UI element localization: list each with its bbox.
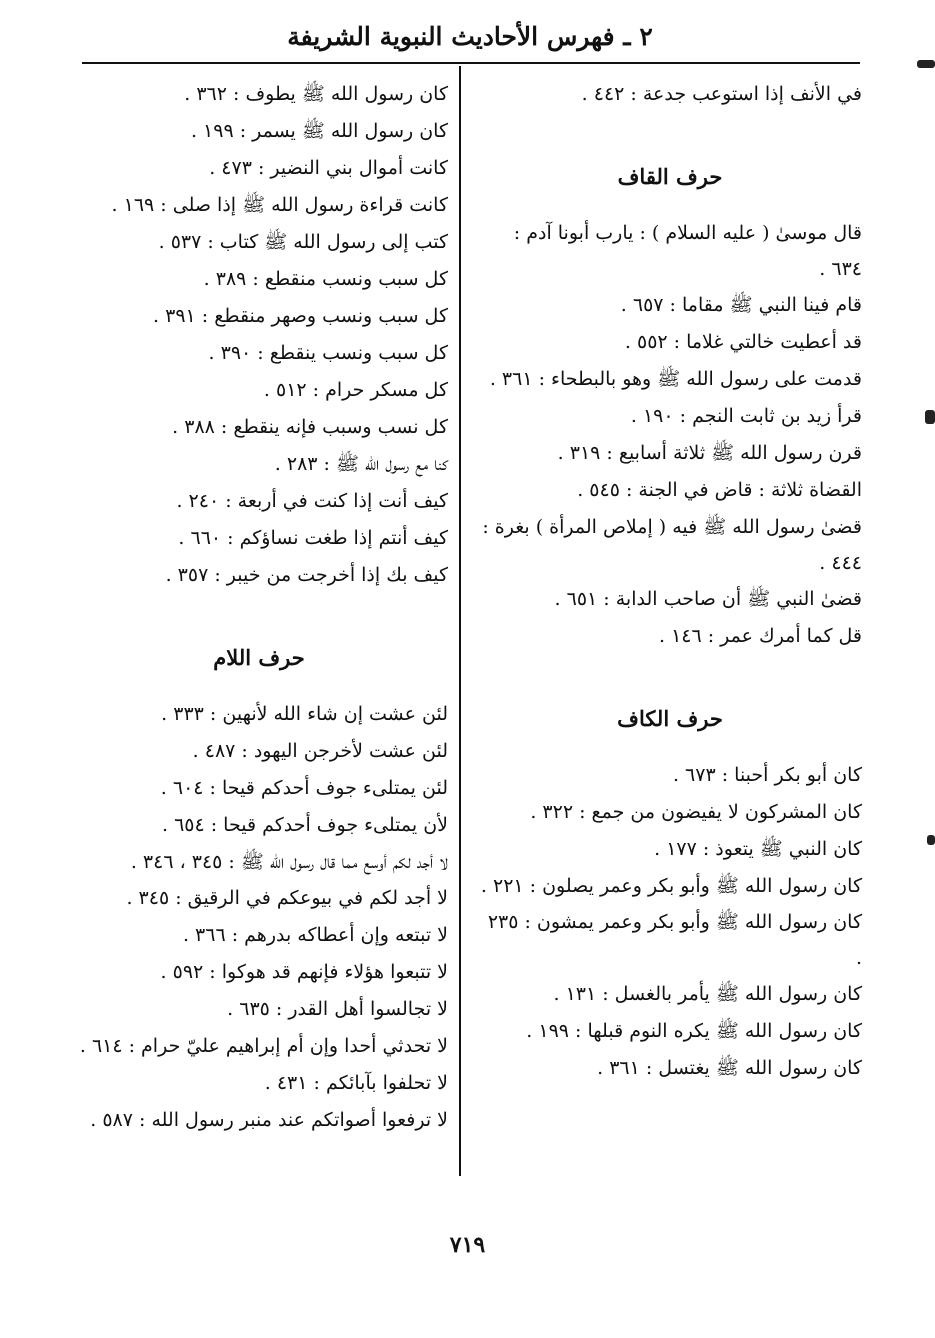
index-entry: قدمت على رسول الله ﷺ وهو بالبطحاء : ٣٦١ . <box>489 368 862 390</box>
index-entry: كل سبب ونسب ينقطع : ٣٩٠ . <box>208 342 448 364</box>
index-entry: لا أجد لكم في بيوعكم في الرقيق : ٣٤٥ . <box>126 887 448 909</box>
index-entry: كان رسول الله ﷺ يسمر : ١٩٩ . <box>190 120 448 142</box>
column-divider <box>459 66 461 1176</box>
index-entry: لا ترفعوا أصواتكم عند منبر رسول الله : ٥٨٧ . <box>90 1109 448 1131</box>
index-entry: كان رسول الله ﷺ يكره النوم قبلها : ١٩٩ . <box>526 1020 862 1042</box>
header-rule <box>82 62 860 64</box>
section-title-qaf: حرف القاف <box>617 164 723 189</box>
index-entry: في الأنف إذا استوعب جدعة : ٤٤٢ . <box>581 83 862 105</box>
index-entry: لئن عشت إن شاء الله لأنهين : ٣٣٣ . <box>161 703 448 725</box>
left-column <box>70 76 448 1139</box>
index-entry: لا أجد لكم أوسع مما قال رسول الله ﷺ : ٣٤٥ ، ٣٤٦ . <box>130 851 448 873</box>
index-entry: كان النبي ﷺ يتعوذ : ١٧٧ . <box>654 838 862 860</box>
index-entry: كانت قراءة رسول الله ﷺ إذا صلى : ١٦٩ . <box>111 194 448 216</box>
index-entry: لا تجالسوا أهل القدر : ٦٣٥ . <box>227 998 448 1020</box>
index-entry: لئن عشت لأخرجن اليهود : ٤٨٧ . <box>192 740 448 762</box>
index-entry: لا تحدثي أحدا وإن أم إبراهيم عليّ حرام : ٦١٤ . <box>79 1035 448 1057</box>
scan-mark <box>927 835 935 845</box>
index-entry: كيف بك إذا أخرجت من خيبر : ٣٥٧ . <box>165 564 448 586</box>
index-entry: كيف أنتم إذا طغت نساؤكم : ٦٦٠ . <box>178 527 448 549</box>
scan-mark <box>925 410 935 424</box>
section-title-lam: حرف اللام <box>213 645 305 670</box>
section-title-kaf: حرف الكاف <box>617 706 723 731</box>
page-number: ٧١٩ <box>449 1232 486 1258</box>
scan-mark <box>917 60 935 68</box>
index-entry: القضاة ثلاثة : قاض في الجنة : ٥٤٥ . <box>577 479 862 501</box>
index-entry: لأن يمتلىء جوف أحدكم قيحا : ٦٥٤ . <box>161 814 448 836</box>
index-entry: كان رسول الله ﷺ يطوف : ٣٦٢ . <box>184 83 448 105</box>
index-entry: كانت أموال بني النضير : ٤٧٣ . <box>209 157 448 179</box>
index-entry: قضىٰ رسول الله ﷺ فيه ( إملاص المرأة ) بغرة : ٤٤٤ . <box>482 516 862 574</box>
index-entry: قام فينا النبي ﷺ مقاما : ٦٥٧ . <box>620 294 862 316</box>
index-entry: كان رسول الله ﷺ وأبو بكر وعمر يمشون : ٢٣٥ . <box>487 911 862 969</box>
index-entry: كان رسول الله ﷺ يغتسل : ٣٦١ . <box>597 1057 862 1079</box>
index-entry: قال موسىٰ ( عليه السلام ) : يارب أبونا آدم : ٦٣٤ . <box>513 222 862 280</box>
index-entry: كان رسول الله ﷺ وأبو بكر وعمر يصلون : ٢٢١ . <box>480 875 862 897</box>
index-entry: كل نسب وسبب فإنه ينقطع : ٣٨٨ . <box>172 416 448 438</box>
index-entry: كان رسول الله ﷺ يأمر بالغسل : ١٣١ . <box>553 983 862 1005</box>
index-entry: كتب إلى رسول الله ﷺ كتاب : ٥٣٧ . <box>158 231 448 253</box>
index-entry: لا تتبعوا هؤلاء فإنهم قد هوكوا : ٥٩٢ . <box>160 961 448 983</box>
index-entry: قرأ زيد بن ثابت النجم : ١٩٠ . <box>630 405 862 427</box>
index-entry: كل مسكر حرام : ٥١٢ . <box>263 379 448 401</box>
index-entry: لا تحلفوا بآبائكم : ٤٣١ . <box>264 1072 448 1094</box>
index-entry: قد أعطيت خالتي غلاما : ٥٥٢ . <box>624 331 862 353</box>
index-entry: كل سبب ونسب منقطع : ٣٨٩ . <box>203 268 448 290</box>
index-entry: قل كما أمرك عمر : ١٤٦ . <box>658 625 862 647</box>
index-entry: قضىٰ النبي ﷺ أن صاحب الدابة : ٦٥١ . <box>554 588 862 610</box>
index-entry: كان المشركون لا يفيضون من جمع : ٣٢٢ . <box>530 801 862 823</box>
index-entry: قرن رسول الله ﷺ ثلاثة أسابيع : ٣١٩ . <box>557 442 862 464</box>
page-header-title: ٢ ـ فهرس الأحاديث النبوية الشريفة <box>287 22 653 51</box>
index-entry: كنا مع رسول الله ﷺ : ٢٨٣ . <box>274 453 448 475</box>
index-entry: كل سبب ونسب وصهر منقطع : ٣٩١ . <box>153 305 448 327</box>
index-entry: كيف أنت إذا كنت في أربعة : ٢٤٠ . <box>176 490 448 512</box>
right-column <box>478 76 862 1087</box>
index-entry: لئن يمتلىء جوف أحدكم قيحا : ٦٠٤ . <box>160 777 448 799</box>
index-entry: كان أبو بكر أحبنا : ٦٧٣ . <box>672 764 862 786</box>
index-entry: لا تبتعه وإن أعطاكه بدرهم : ٣٦٦ . <box>182 924 448 946</box>
